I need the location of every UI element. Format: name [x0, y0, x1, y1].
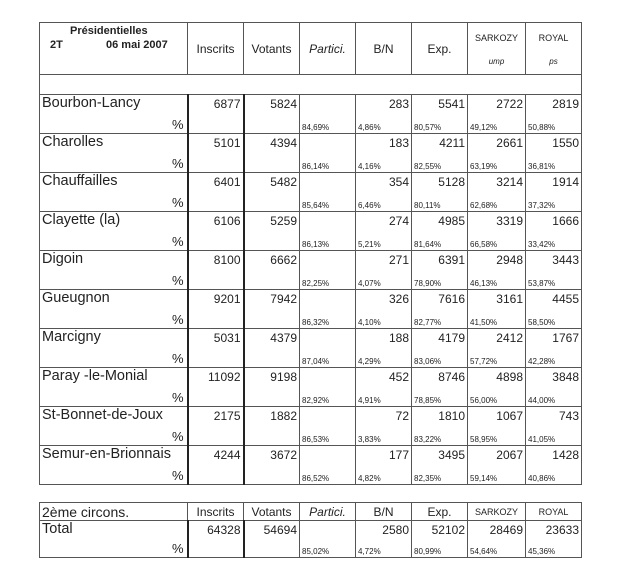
commune-name: Clayette (la)	[42, 212, 121, 228]
bn-value: 72	[395, 409, 409, 423]
inscrits-value: 5101	[188, 134, 244, 173]
sarkozy-value: 2661	[496, 136, 523, 150]
commune-row	[40, 407, 582, 446]
bn-pct: 4,82%	[358, 474, 381, 483]
commune-name-cell	[40, 212, 188, 251]
total-sarkozy-value: 28469	[489, 523, 523, 537]
exp-cell	[412, 368, 468, 407]
exp-cell	[412, 407, 468, 446]
bn-pct: 4,10%	[358, 318, 381, 327]
bn-cell	[356, 290, 412, 329]
exp-pct: 78,85%	[414, 396, 442, 405]
royal-pct: 40,86%	[528, 474, 556, 483]
percent-symbol: %	[171, 234, 184, 249]
exp-value: 1810	[438, 409, 465, 423]
royal-cell	[526, 95, 582, 134]
spacer-row	[40, 75, 582, 95]
royal-cell	[526, 251, 582, 290]
percent-symbol: %	[171, 195, 184, 210]
royal-value: 743	[558, 409, 579, 423]
exp-value: 6391	[438, 253, 465, 267]
sarkozy-value: 3214	[496, 175, 523, 189]
participation-pct: 86,32%	[300, 290, 356, 329]
total-name: Total	[42, 521, 73, 537]
commune-name: St-Bonnet-de-Joux	[42, 407, 163, 423]
exp-value: 7616	[438, 292, 465, 306]
commune-name: Digoin	[42, 251, 84, 267]
bn-value: 354	[388, 175, 409, 189]
inscrits-value: 6877	[188, 95, 244, 134]
total-sarkozy	[468, 521, 526, 558]
bn-value: 452	[388, 370, 409, 384]
exp-value: 4179	[438, 331, 465, 345]
sarkozy-pct: 59,14%	[470, 474, 498, 483]
inscrits-value: 4244	[188, 446, 244, 485]
participation-pct: 86,13%	[300, 212, 356, 251]
percent-symbol: %	[171, 541, 184, 556]
exp-pct: 83,06%	[414, 357, 442, 366]
bn-pct: 3,83%	[358, 435, 381, 444]
exp-cell	[412, 329, 468, 368]
total-partici: 85,02%	[300, 521, 356, 558]
total-royal-pct: 45,36%	[528, 547, 556, 556]
col-inscrits: Inscrits	[188, 23, 244, 75]
total-inscrits: 64328	[188, 521, 244, 558]
votants-value: 5824	[244, 95, 300, 134]
commune-name-cell	[40, 329, 188, 368]
sarkozy-value: 4898	[496, 370, 523, 384]
commune-name-cell	[40, 251, 188, 290]
inscrits-value: 6401	[188, 173, 244, 212]
exp-cell	[412, 134, 468, 173]
commune-name: Bourbon-Lancy	[42, 95, 141, 111]
votants-value: 7942	[244, 290, 300, 329]
summary-col-partici: Partici.	[300, 503, 356, 521]
bn-cell	[356, 407, 412, 446]
candidate-party: ump	[488, 57, 505, 66]
bn-cell	[356, 134, 412, 173]
col-exp: Exp.	[412, 23, 468, 75]
participation-pct: 87,04%	[300, 329, 356, 368]
bn-pct: 4,29%	[358, 357, 381, 366]
total-royal	[526, 521, 582, 558]
summary-col-sarkozy: SARKOZY	[468, 503, 526, 521]
votants-value: 1882	[244, 407, 300, 446]
summary-col-bn: B/N	[356, 503, 412, 521]
percent-symbol: %	[171, 312, 184, 327]
participation-pct: 82,92%	[300, 368, 356, 407]
total-bn-pct: 4,72%	[358, 547, 381, 556]
percent-symbol: %	[171, 351, 184, 366]
commune-row	[40, 212, 582, 251]
royal-pct: 53,87%	[528, 279, 556, 288]
sarkozy-cell	[468, 251, 526, 290]
percent-symbol: %	[171, 273, 184, 288]
commune-row	[40, 368, 582, 407]
exp-cell	[412, 95, 468, 134]
commune-name-cell	[40, 95, 188, 134]
col-votants: Votants	[244, 23, 300, 75]
royal-cell	[526, 212, 582, 251]
exp-cell	[412, 290, 468, 329]
sarkozy-pct: 56,00%	[470, 396, 498, 405]
exp-value: 4985	[438, 214, 465, 228]
exp-pct: 80,57%	[414, 123, 442, 132]
commune-name-cell	[40, 368, 188, 407]
bn-cell	[356, 368, 412, 407]
sarkozy-cell	[468, 173, 526, 212]
royal-value: 4455	[552, 292, 579, 306]
commune-name-cell	[40, 446, 188, 485]
summary-col-exp: Exp.	[412, 503, 468, 521]
sarkozy-cell	[468, 212, 526, 251]
bn-cell	[356, 95, 412, 134]
commune-row	[40, 446, 582, 485]
inscrits-value: 6106	[188, 212, 244, 251]
commune-row	[40, 134, 582, 173]
percent-symbol: %	[171, 117, 184, 132]
inscrits-value: 9201	[188, 290, 244, 329]
sarkozy-cell	[468, 368, 526, 407]
bn-pct: 4,91%	[358, 396, 381, 405]
bn-pct: 4,07%	[358, 279, 381, 288]
exp-value: 8746	[438, 370, 465, 384]
round-label: 2T	[50, 39, 63, 51]
sarkozy-pct: 63,19%	[470, 162, 498, 171]
royal-pct: 50,88%	[528, 123, 556, 132]
sarkozy-pct: 49,12%	[470, 123, 498, 132]
exp-cell	[412, 251, 468, 290]
participation-pct: 82,25%	[300, 251, 356, 290]
votants-value: 3672	[244, 446, 300, 485]
sarkozy-cell	[468, 290, 526, 329]
votants-value: 4394	[244, 134, 300, 173]
inscrits-value: 5031	[188, 329, 244, 368]
votants-value: 9198	[244, 368, 300, 407]
royal-cell	[526, 134, 582, 173]
exp-value: 3495	[438, 448, 465, 462]
commune-name-cell	[40, 134, 188, 173]
sarkozy-value: 2948	[496, 253, 523, 267]
total-royal-value: 23633	[545, 523, 579, 537]
participation-pct: 86,14%	[300, 134, 356, 173]
commune-row	[40, 173, 582, 212]
sarkozy-value: 2412	[496, 331, 523, 345]
participation-pct: 86,52%	[300, 446, 356, 485]
summary-label: 2ème circons.	[40, 503, 188, 521]
col-sarkozy	[468, 23, 526, 75]
royal-cell	[526, 368, 582, 407]
bn-pct: 4,16%	[358, 162, 381, 171]
royal-cell	[526, 329, 582, 368]
percent-symbol: %	[171, 429, 184, 444]
col-royal	[526, 23, 582, 75]
bn-cell	[356, 329, 412, 368]
total-sarkozy-pct: 54,64%	[470, 547, 498, 556]
exp-pct: 81,64%	[414, 240, 442, 249]
participation-pct: 86,53%	[300, 407, 356, 446]
summary-col-votants: Votants	[244, 503, 300, 521]
summary-col-inscrits: Inscrits	[188, 503, 244, 521]
total-label	[40, 521, 188, 558]
header-row	[40, 23, 582, 75]
commune-name: Semur-en-Brionnais	[42, 446, 171, 462]
bn-pct: 4,86%	[358, 123, 381, 132]
percent-symbol: %	[171, 468, 184, 483]
exp-pct: 78,90%	[414, 279, 442, 288]
col-partici: Partici.	[300, 23, 356, 75]
commune-name-cell	[40, 290, 188, 329]
percent-symbol: %	[171, 390, 184, 405]
commune-row	[40, 251, 582, 290]
total-exp-pct: 80,99%	[414, 547, 442, 556]
sarkozy-cell	[468, 446, 526, 485]
sarkozy-cell	[468, 95, 526, 134]
sarkozy-cell	[468, 329, 526, 368]
bn-cell	[356, 446, 412, 485]
sarkozy-pct: 66,58%	[470, 240, 498, 249]
exp-cell	[412, 446, 468, 485]
commune-name: Paray -le-Monial	[42, 368, 148, 384]
royal-cell	[526, 407, 582, 446]
sarkozy-value: 2722	[496, 97, 523, 111]
commune-name: Marcigny	[42, 329, 101, 345]
bn-value: 188	[388, 331, 409, 345]
summary-table	[39, 502, 582, 558]
royal-value: 1767	[552, 331, 579, 345]
royal-pct: 36,81%	[528, 162, 556, 171]
sarkozy-value: 3161	[496, 292, 523, 306]
col-bn: B/N	[356, 23, 412, 75]
royal-value: 3443	[552, 253, 579, 267]
exp-value: 4211	[439, 136, 465, 150]
bn-cell	[356, 212, 412, 251]
royal-cell	[526, 173, 582, 212]
royal-value: 1428	[552, 448, 579, 462]
total-votants: 54694	[244, 521, 300, 558]
exp-pct: 82,35%	[414, 474, 442, 483]
royal-pct: 33,42%	[528, 240, 556, 249]
exp-cell	[412, 212, 468, 251]
royal-value: 2819	[552, 97, 579, 111]
total-bn-value: 2580	[382, 523, 409, 537]
total-row	[40, 521, 582, 558]
exp-pct: 82,55%	[414, 162, 442, 171]
bn-cell	[356, 251, 412, 290]
inscrits-value: 8100	[188, 251, 244, 290]
votants-value: 5482	[244, 173, 300, 212]
bn-value: 274	[388, 214, 409, 228]
sarkozy-pct: 62,68%	[470, 201, 498, 210]
royal-pct: 58,50%	[528, 318, 556, 327]
total-bn	[356, 521, 412, 558]
exp-pct: 82,77%	[414, 318, 442, 327]
percent-symbol: %	[171, 156, 184, 171]
results-table	[39, 22, 582, 485]
exp-pct: 80,11%	[414, 201, 441, 210]
spacer-cell	[40, 75, 582, 95]
exp-value: 5128	[438, 175, 465, 189]
commune-name: Chauffailles	[42, 173, 118, 189]
candidate-name: SARKOZY	[474, 33, 518, 43]
votants-value: 5259	[244, 212, 300, 251]
bn-pct: 5,21%	[358, 240, 381, 249]
votants-value: 6662	[244, 251, 300, 290]
royal-pct: 37,32%	[528, 201, 556, 210]
bn-value: 183	[388, 136, 409, 150]
commune-name-cell	[40, 173, 188, 212]
commune-row	[40, 95, 582, 134]
bn-value: 271	[388, 253, 409, 267]
royal-pct: 41,05%	[528, 435, 556, 444]
royal-value: 1550	[552, 136, 579, 150]
participation-pct: 84,69%	[300, 95, 356, 134]
sarkozy-pct: 57,72%	[470, 357, 498, 366]
bn-value: 283	[388, 97, 409, 111]
election-title: Présidentielles	[70, 25, 148, 37]
total-exp-value: 52102	[431, 523, 465, 537]
royal-pct: 42,28%	[528, 357, 556, 366]
commune-row	[40, 329, 582, 368]
sarkozy-value: 2067	[496, 448, 523, 462]
sarkozy-value: 1067	[496, 409, 523, 423]
summary-header-row	[40, 503, 582, 521]
commune-row	[40, 290, 582, 329]
exp-value: 5541	[438, 97, 465, 111]
royal-cell	[526, 290, 582, 329]
royal-pct: 44,00%	[528, 396, 556, 405]
inscrits-value: 2175	[188, 407, 244, 446]
exp-cell	[412, 173, 468, 212]
election-date: 06 mai 2007	[106, 39, 168, 51]
candidate-name: ROYAL	[538, 33, 569, 43]
title-cell	[40, 23, 188, 75]
votants-value: 4379	[244, 329, 300, 368]
candidate-party: ps	[549, 57, 558, 66]
royal-cell	[526, 446, 582, 485]
royal-value: 1666	[552, 214, 579, 228]
royal-value: 1914	[552, 175, 579, 189]
commune-name: Charolles	[42, 134, 104, 150]
commune-name-cell	[40, 407, 188, 446]
sarkozy-pct: 58,95%	[470, 435, 498, 444]
participation-pct: 85,64%	[300, 173, 356, 212]
bn-pct: 6,46%	[358, 201, 381, 210]
exp-pct: 83,22%	[414, 435, 442, 444]
sarkozy-pct: 41,50%	[470, 318, 498, 327]
sarkozy-cell	[468, 134, 526, 173]
sarkozy-value: 3319	[496, 214, 523, 228]
commune-name: Gueugnon	[42, 290, 110, 306]
royal-value: 3848	[552, 370, 579, 384]
bn-value: 177	[388, 448, 409, 462]
bn-cell	[356, 173, 412, 212]
sarkozy-pct: 46,13%	[470, 279, 498, 288]
summary-col-royal: ROYAL	[526, 503, 582, 521]
sarkozy-cell	[468, 407, 526, 446]
inscrits-value: 11092	[188, 368, 244, 407]
total-exp	[412, 521, 468, 558]
bn-value: 326	[388, 292, 409, 306]
